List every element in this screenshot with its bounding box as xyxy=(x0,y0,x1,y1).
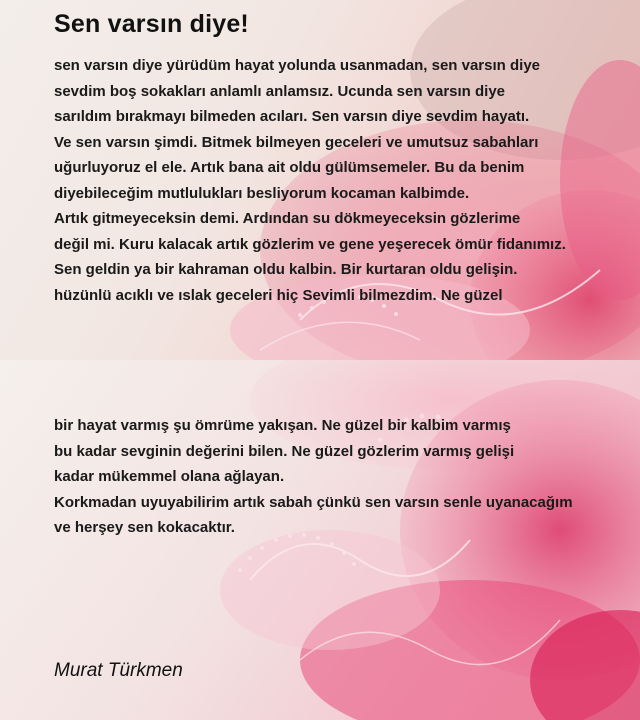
poem-line: diyebileceğim mutlulukları besliyorum kocaman kalbimde. xyxy=(54,184,470,202)
poem-line: Sen geldin ya bir kahraman oldu kalbin. Bir kurtaran oldu gelişin. xyxy=(54,261,518,278)
poem-line: uğurluyoruz el ele. Artık bana ait oldu gülümsemeler. Bu da benim xyxy=(54,159,525,176)
poem-line: bir hayat varmış şu ömrüme yakışan. Ne güzel bir kalbim varmış xyxy=(54,417,511,434)
poem-line: bu kadar sevginin değerini bilen. Ne güzel gözlerim varmış gelişi xyxy=(54,442,515,460)
author-name: Murat Türkmen xyxy=(54,660,183,681)
poem-line: sarıldım bırakmayı bilmeden acıları. Sen varsın diye sevdim hayatı. xyxy=(54,108,530,125)
poem-line: Ve sen varsın şimdi. Bitmek bilmeyen geceleri ve umutsuz sabahları xyxy=(54,133,539,151)
poem-stanza-bottom xyxy=(54,413,573,541)
poem-title: Sen varsın diye! xyxy=(54,10,249,38)
poem-line: kadar mükemmel olana ağlayan. xyxy=(54,468,285,485)
poem-line: hüzünlü acıklı ve ıslak geceleri hiç Sevimli bilmezdim. Ne güzel xyxy=(54,286,503,304)
poem-line: sevdim boş sokakları anlamlı anlamsız. Ucunda sen varsın diye xyxy=(54,82,506,100)
poem-line: Korkmadan uyuyabilirim artık sabah çünkü sen varsın senle uyanacağım xyxy=(54,493,573,511)
poem-line: değil mi. Kuru kalacak artık gözlerim ve gene yeşerecek ömür fidanımız. xyxy=(54,235,566,253)
poem-line: Artık gitmeyeceksin demi. Ardından su dökmeyeceksin gözlerime xyxy=(54,210,521,227)
poem-line: ve herşey sen kokacaktır. xyxy=(54,519,235,536)
poem-stanza-top xyxy=(54,53,566,308)
poem-line: sen varsın diye yürüdüm hayat yolunda usanmadan, sen varsın diye xyxy=(54,57,540,74)
